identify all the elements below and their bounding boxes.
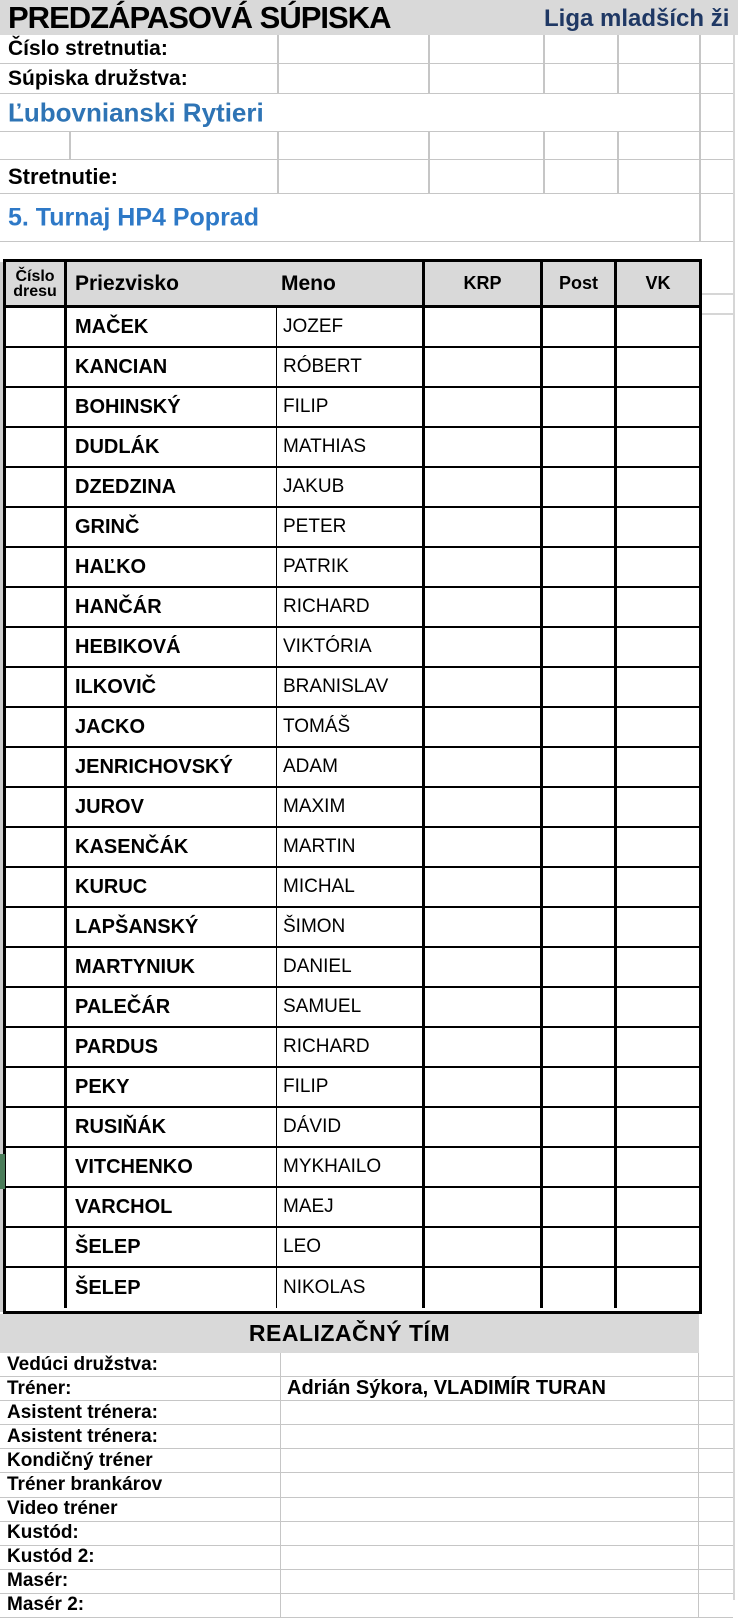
gridline — [699, 194, 701, 241]
grid-cell — [699, 1401, 733, 1424]
player-surname-cell[interactable]: JUROV — [67, 788, 277, 826]
staff-name-cell[interactable] — [280, 1353, 699, 1376]
grid-cell — [699, 1377, 733, 1400]
post-cell[interactable] — [543, 1028, 617, 1066]
post-cell[interactable] — [543, 348, 617, 386]
jersey-number-cell[interactable] — [6, 908, 67, 946]
player-row — [6, 908, 699, 948]
gridline — [699, 64, 701, 93]
player-firstname-cell[interactable]: DANIEL — [277, 948, 425, 986]
staff-role-label: Kustód: — [7, 1522, 79, 1544]
staff-name-cell[interactable] — [280, 1473, 699, 1496]
player-surname-cell[interactable]: VARCHOL — [67, 1188, 277, 1226]
vk-cell[interactable] — [617, 1228, 699, 1266]
player-surname-cell[interactable]: ŠELEP — [67, 1268, 277, 1308]
vk-cell[interactable] — [617, 788, 699, 826]
roster-header-row — [6, 262, 699, 308]
player-surname-cell[interactable]: JACKO — [67, 708, 277, 746]
player-surname-cell[interactable]: ŠELEP — [67, 1228, 277, 1266]
vk-cell[interactable] — [617, 468, 699, 506]
gridline — [702, 293, 733, 295]
player-surname-cell[interactable]: MARTYNIUK — [67, 948, 277, 986]
krp-cell[interactable] — [425, 388, 543, 426]
krp-cell[interactable] — [425, 1028, 543, 1066]
player-firstname-cell[interactable]: MAXIM — [277, 788, 425, 826]
post-cell[interactable] — [543, 588, 617, 626]
staff-row — [0, 1473, 733, 1497]
player-surname-cell[interactable]: PARDUS — [67, 1028, 277, 1066]
krp-cell[interactable] — [425, 628, 543, 666]
post-cell[interactable] — [543, 468, 617, 506]
player-firstname-cell[interactable]: DÁVID — [277, 1108, 425, 1146]
post-cell[interactable] — [543, 1068, 617, 1106]
jersey-number-cell[interactable] — [6, 748, 67, 786]
player-surname-cell[interactable]: DUDLÁK — [67, 428, 277, 466]
jersey-number-cell[interactable] — [6, 828, 67, 866]
empty-row — [0, 132, 733, 160]
grid-cell — [699, 1498, 733, 1521]
player-firstname-cell[interactable]: RICHARD — [277, 1028, 425, 1066]
player-row — [6, 428, 699, 468]
krp-cell[interactable] — [425, 828, 543, 866]
player-row — [6, 1068, 699, 1108]
grid-cell — [699, 1425, 733, 1448]
krp-cell[interactable] — [425, 748, 543, 786]
staff-role-label: Asistent trénera: — [7, 1401, 158, 1423]
staff-row — [0, 1401, 733, 1425]
player-row — [6, 348, 699, 388]
player-row — [6, 748, 699, 788]
jersey-number-cell[interactable] — [6, 348, 67, 386]
vk-cell[interactable] — [617, 668, 699, 706]
grid-cell — [699, 1449, 733, 1472]
krp-cell[interactable] — [425, 308, 543, 346]
meeting-value-cell[interactable] — [277, 160, 699, 193]
gridline — [702, 313, 733, 315]
staff-role-label: Tréner: — [7, 1377, 72, 1399]
vk-cell[interactable] — [617, 1068, 699, 1106]
player-firstname-cell[interactable]: MYKHAILO — [277, 1148, 425, 1186]
player-firstname-cell[interactable]: MAEJ — [277, 1188, 425, 1226]
league-title: Liga mladších ži — [544, 5, 730, 32]
player-row — [6, 668, 699, 708]
post-cell[interactable] — [543, 748, 617, 786]
vk-cell[interactable] — [617, 428, 699, 466]
player-row — [6, 1028, 699, 1068]
staff-name-cell[interactable] — [280, 1449, 699, 1472]
grid-cell — [699, 1522, 733, 1545]
roster-body — [6, 308, 699, 1308]
vk-cell[interactable] — [617, 508, 699, 546]
vk-cell[interactable] — [617, 868, 699, 906]
krp-cell[interactable] — [425, 468, 543, 506]
staff-row — [0, 1522, 733, 1546]
krp-cell[interactable] — [425, 948, 543, 986]
player-firstname-cell[interactable]: JOZEF — [277, 308, 425, 346]
tournament-row — [0, 194, 733, 242]
team-roster-value-cell[interactable] — [277, 64, 699, 93]
post-cell[interactable] — [543, 988, 617, 1026]
jersey-number-cell[interactable] — [6, 628, 67, 666]
player-row — [6, 868, 699, 908]
col-header-krp: KRP — [425, 262, 543, 305]
post-cell[interactable] — [543, 308, 617, 346]
vk-cell[interactable] — [617, 828, 699, 866]
gridline — [733, 35, 735, 1600]
jersey-number-cell[interactable] — [6, 708, 67, 746]
post-cell[interactable] — [543, 828, 617, 866]
player-firstname-cell[interactable]: TOMÁŠ — [277, 708, 425, 746]
player-firstname-cell[interactable]: FILIP — [277, 388, 425, 426]
krp-cell[interactable] — [425, 428, 543, 466]
player-firstname-cell[interactable]: VIKTÓRIA — [277, 628, 425, 666]
grid-cell — [699, 1546, 733, 1569]
player-row — [6, 388, 699, 428]
col-header-vk: VK — [645, 273, 671, 293]
jersey-number-cell[interactable] — [6, 868, 67, 906]
post-cell[interactable] — [543, 1188, 617, 1226]
vk-cell[interactable] — [617, 988, 699, 1026]
vk-cell[interactable] — [617, 308, 699, 346]
jersey-number-cell[interactable] — [6, 508, 67, 546]
jersey-number-cell[interactable] — [6, 1188, 67, 1226]
jersey-number-cell[interactable] — [6, 668, 67, 706]
team-roster-row — [0, 64, 733, 94]
player-firstname-cell[interactable]: MICHAL — [277, 868, 425, 906]
staff-role-label: Kondičný tréner — [7, 1449, 153, 1471]
post-cell[interactable] — [543, 1228, 617, 1266]
krp-cell[interactable] — [425, 588, 543, 626]
meeting-row — [0, 160, 733, 194]
staff-row — [0, 1594, 733, 1618]
krp-cell[interactable] — [425, 988, 543, 1026]
staff-row — [0, 1353, 733, 1377]
jersey-header-line1: Číslo — [15, 267, 55, 285]
jersey-number-cell[interactable] — [6, 1068, 67, 1106]
post-cell[interactable] — [543, 1148, 617, 1186]
player-firstname-cell[interactable]: PETER — [277, 508, 425, 546]
krp-cell[interactable] — [425, 1268, 543, 1308]
col-header-surname: Priezvisko — [75, 271, 179, 295]
player-surname-cell[interactable]: GRINČ — [67, 508, 277, 546]
match-number-row — [0, 35, 733, 64]
staff-name-cell[interactable] — [280, 1498, 699, 1521]
player-surname-cell[interactable]: VITCHENKO — [67, 1148, 277, 1186]
player-row — [6, 508, 699, 548]
staff-row — [0, 1546, 733, 1570]
player-surname-cell[interactable]: KANCIAN — [67, 348, 277, 386]
row-highlight-stripe — [0, 1154, 5, 1189]
post-cell[interactable] — [543, 548, 617, 586]
player-row — [6, 588, 699, 628]
player-firstname-cell[interactable]: FILIP — [277, 1068, 425, 1106]
staff-name-cell[interactable] — [280, 1401, 699, 1424]
gridline — [699, 94, 701, 131]
krp-cell[interactable] — [425, 508, 543, 546]
vk-cell[interactable] — [617, 1108, 699, 1146]
player-firstname-cell[interactable]: PATRIK — [277, 548, 425, 586]
staff-row — [0, 1377, 733, 1401]
tournament-name[interactable]: 5. Turnaj HP4 Poprad — [8, 203, 259, 232]
staff-role-label: Video tréner — [7, 1498, 118, 1520]
player-row — [6, 628, 699, 668]
post-cell[interactable] — [543, 388, 617, 426]
staff-row — [0, 1425, 733, 1449]
player-row — [6, 788, 699, 828]
post-cell[interactable] — [543, 668, 617, 706]
vk-cell[interactable] — [617, 708, 699, 746]
grid-cell — [699, 1594, 733, 1617]
match-number-value-cell[interactable] — [277, 35, 699, 63]
post-cell[interactable] — [543, 628, 617, 666]
post-cell[interactable] — [543, 1108, 617, 1146]
krp-cell[interactable] — [425, 348, 543, 386]
vk-cell[interactable] — [617, 1188, 699, 1226]
team-roster-label: Súpiska družstva: — [8, 66, 188, 90]
staff-role-label: Masér: — [7, 1570, 69, 1592]
jersey-number-cell[interactable] — [6, 1268, 67, 1308]
page-title: PREDZÁPASOVÁ SÚPISKA — [8, 0, 391, 35]
vk-cell[interactable] — [617, 1148, 699, 1186]
post-cell[interactable] — [543, 868, 617, 906]
player-firstname-cell[interactable]: BRANISLAV — [277, 668, 425, 706]
match-number-label: Číslo stretnutia: — [8, 37, 168, 60]
staff-role-label: Masér 2: — [7, 1594, 85, 1616]
krp-cell[interactable] — [425, 1108, 543, 1146]
jersey-number-cell[interactable] — [6, 1228, 67, 1266]
krp-cell[interactable] — [425, 868, 543, 906]
player-surname-cell[interactable]: RUSIŇÁK — [67, 1108, 277, 1146]
team-name[interactable]: Ľubovnianski Rytieri — [8, 97, 264, 127]
col-header-names — [67, 262, 425, 305]
staff-row — [0, 1570, 733, 1594]
krp-cell[interactable] — [425, 708, 543, 746]
player-surname-cell[interactable]: DZEDZINA — [67, 468, 277, 506]
krp-cell[interactable] — [425, 908, 543, 946]
jersey-number-cell[interactable] — [6, 1148, 67, 1186]
post-cell[interactable] — [543, 788, 617, 826]
vk-cell[interactable] — [617, 908, 699, 946]
player-row — [6, 988, 699, 1028]
player-firstname-cell[interactable]: JAKUB — [277, 468, 425, 506]
player-firstname-cell[interactable]: RICHARD — [277, 588, 425, 626]
krp-cell[interactable] — [425, 548, 543, 586]
jersey-number-cell[interactable] — [6, 308, 67, 346]
player-row — [6, 308, 699, 348]
krp-cell[interactable] — [425, 1148, 543, 1186]
player-surname-cell[interactable]: KURUC — [67, 868, 277, 906]
player-firstname-cell[interactable]: LEO — [277, 1228, 425, 1266]
vk-cell[interactable] — [617, 348, 699, 386]
col-header-firstname: Meno — [281, 271, 336, 295]
player-firstname-cell[interactable]: ŠIMON — [277, 908, 425, 946]
post-cell[interactable] — [543, 428, 617, 466]
col-header-jersey — [6, 262, 67, 305]
roster-table — [3, 259, 702, 1314]
player-surname-cell[interactable]: JENRICHOVSKÝ — [67, 748, 277, 786]
player-surname-cell[interactable]: ILKOVIČ — [67, 668, 277, 706]
staff-role-label: Tréner brankárov — [7, 1474, 163, 1496]
jersey-number-cell[interactable] — [6, 388, 67, 426]
title-banner — [0, 0, 738, 35]
player-row — [6, 948, 699, 988]
staff-row — [0, 1449, 733, 1473]
player-row — [6, 708, 699, 748]
jersey-number-cell[interactable] — [6, 428, 67, 466]
staff-role-label: Kustód 2: — [7, 1546, 95, 1568]
empty-cell[interactable] — [277, 132, 699, 159]
post-cell[interactable] — [543, 1268, 617, 1308]
player-firstname-cell[interactable]: ADAM — [277, 748, 425, 786]
player-surname-cell[interactable]: HANČÁR — [67, 588, 277, 626]
krp-cell[interactable] — [425, 668, 543, 706]
jersey-number-cell[interactable] — [6, 788, 67, 826]
team-name-row — [0, 94, 733, 132]
player-surname-cell[interactable]: PALEČÁR — [67, 988, 277, 1026]
meeting-label: Stretnutie: — [8, 163, 118, 189]
vk-cell[interactable] — [617, 1268, 699, 1308]
gridline — [699, 132, 701, 159]
player-row — [6, 1108, 699, 1148]
staff-role-label: Asistent trénera: — [7, 1425, 158, 1447]
player-firstname-cell[interactable]: SAMUEL — [277, 988, 425, 1026]
staff-role-label: Vedúci družstva: — [7, 1353, 158, 1375]
player-row — [6, 828, 699, 868]
player-surname-cell[interactable]: LAPŠANSKÝ — [67, 908, 277, 946]
krp-cell[interactable] — [425, 1188, 543, 1226]
staff-rows — [0, 1353, 733, 1618]
grid-cell — [699, 1473, 733, 1496]
player-surname-cell[interactable]: HEBIKOVÁ — [67, 628, 277, 666]
gridline — [699, 35, 701, 63]
vk-cell[interactable] — [617, 948, 699, 986]
staff-name-cell[interactable] — [280, 1570, 699, 1593]
player-firstname-cell[interactable]: RÓBERT — [277, 348, 425, 386]
player-surname-cell[interactable]: KASENČÁK — [67, 828, 277, 866]
vk-cell[interactable] — [617, 1028, 699, 1066]
staff-name-cell[interactable] — [280, 1522, 699, 1545]
grid-cell — [699, 1570, 733, 1593]
jersey-number-cell[interactable] — [6, 468, 67, 506]
player-firstname-cell[interactable]: MARTIN — [277, 828, 425, 866]
staff-name-cell[interactable]: Adrián Sýkora, VLADIMÍR TURAN — [280, 1377, 699, 1400]
staff-name-cell[interactable] — [280, 1594, 699, 1617]
staff-row — [0, 1498, 733, 1522]
staff-section-header: REALIZAČNÝ TÍM — [0, 1314, 699, 1353]
vk-cell[interactable] — [617, 588, 699, 626]
gridline — [699, 160, 701, 193]
staff-name-cell[interactable] — [280, 1546, 699, 1569]
gridline — [69, 132, 71, 159]
vk-cell[interactable] — [617, 748, 699, 786]
player-row — [6, 1148, 699, 1188]
player-row — [6, 548, 699, 588]
player-row — [6, 468, 699, 508]
player-surname-cell[interactable]: HAĽKO — [67, 548, 277, 586]
player-firstname-cell[interactable]: NIKOLAS — [277, 1268, 425, 1308]
player-row — [6, 1268, 699, 1308]
player-firstname-cell[interactable]: MATHIAS — [277, 428, 425, 466]
post-cell[interactable] — [543, 708, 617, 746]
krp-cell[interactable] — [425, 1228, 543, 1266]
col-header-post: Post — [543, 262, 617, 305]
post-cell[interactable] — [543, 508, 617, 546]
vk-cell[interactable] — [617, 548, 699, 586]
jersey-number-cell[interactable] — [6, 988, 67, 1026]
staff-name-cell[interactable] — [280, 1425, 699, 1448]
player-surname-cell[interactable]: PEKY — [67, 1068, 277, 1106]
player-surname-cell[interactable]: MAČEK — [67, 308, 277, 346]
jersey-header-line2: dresu — [13, 282, 57, 300]
krp-cell[interactable] — [425, 1068, 543, 1106]
post-cell[interactable] — [543, 908, 617, 946]
jersey-number-cell[interactable] — [6, 548, 67, 586]
jersey-number-cell[interactable] — [6, 1108, 67, 1146]
jersey-number-cell[interactable] — [6, 1028, 67, 1066]
post-cell[interactable] — [543, 948, 617, 986]
krp-cell[interactable] — [425, 788, 543, 826]
player-row — [6, 1188, 699, 1228]
vk-cell[interactable] — [617, 628, 699, 666]
player-row — [6, 1228, 699, 1268]
grid-cell — [699, 1353, 733, 1376]
player-surname-cell[interactable]: BOHINSKÝ — [67, 388, 277, 426]
jersey-number-cell[interactable] — [6, 948, 67, 986]
vk-cell[interactable] — [617, 388, 699, 426]
jersey-number-cell[interactable] — [6, 588, 67, 626]
